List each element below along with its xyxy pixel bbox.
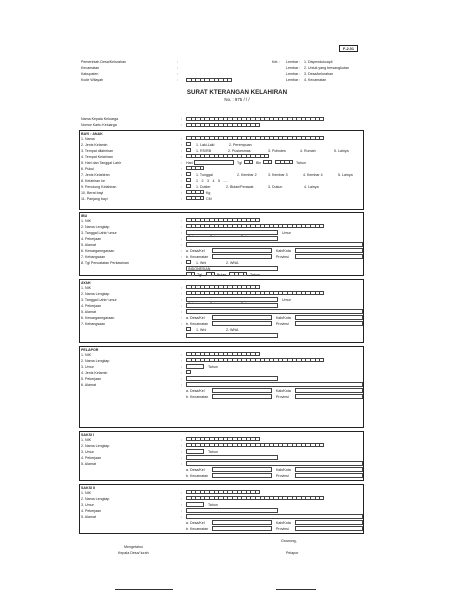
bln-label: Bln — [256, 160, 262, 165]
provinsi-input[interactable] — [295, 321, 363, 325]
section-item-label: 6. Kewarganegaraan — [81, 248, 115, 253]
provinsi-input[interactable] — [295, 254, 363, 258]
colon: : — [181, 117, 182, 121]
kab-input[interactable] — [295, 467, 363, 471]
lembar-label: Lembar — [286, 60, 299, 64]
penolong-option: 3. Dukun — [268, 184, 283, 189]
perkawinan-tgl-boxes[interactable] — [186, 272, 195, 276]
kepala-desa-label: Kepala Desa/ lurah — [118, 551, 149, 555]
kab-label: Kab/Kota — [276, 520, 291, 525]
section-frame — [79, 130, 364, 210]
char-box[interactable] — [319, 117, 324, 121]
char-box[interactable] — [186, 172, 191, 176]
provinsi-input[interactable] — [295, 394, 363, 398]
colon: : — [181, 224, 182, 229]
colon: : — [181, 455, 182, 460]
colon: : — [177, 72, 178, 76]
tempat-box[interactable] — [186, 148, 191, 152]
char-box[interactable] — [186, 178, 191, 182]
jk-box[interactable] — [186, 142, 191, 146]
section-item-label: 1. NIK — [81, 437, 91, 442]
pekerjaan-input[interactable] — [186, 455, 278, 459]
colon: : — [181, 508, 182, 513]
char-box[interactable] — [200, 190, 205, 194]
desa-input[interactable] — [212, 520, 272, 524]
kab-label: Kab/Kota — [276, 467, 291, 472]
umur-input[interactable] — [186, 502, 204, 506]
char-box[interactable] — [264, 154, 269, 158]
nik-boxes[interactable] — [186, 285, 260, 289]
section-item-label: 1. Nama — [81, 136, 95, 141]
kab-label: Kab/Kota — [276, 315, 291, 320]
char-box[interactable] — [186, 184, 191, 188]
provinsi-label: Provinsi — [276, 394, 289, 399]
kecamatan-label: b. Kecamatan — [186, 254, 209, 259]
jk-box[interactable] — [186, 370, 191, 374]
tgl-boxes[interactable] — [244, 160, 253, 164]
form-title: SURAT KTERANGAN KELAHIRAN — [186, 89, 288, 96]
kecamatan-label: b. Kecamatan — [186, 394, 209, 399]
char-box[interactable] — [186, 260, 191, 264]
signature-line-left — [115, 589, 173, 590]
kelahiran-ke-option: .... — [223, 178, 228, 183]
colon: : — [299, 66, 300, 70]
colon: : — [181, 230, 182, 235]
colon: : — [181, 172, 182, 177]
colon: : — [181, 449, 182, 454]
char-box[interactable] — [186, 370, 191, 374]
colon: : — [177, 78, 178, 82]
section-item-label: 7. Jenis Kelahiran — [81, 172, 110, 177]
tanggal-lahir-input[interactable] — [186, 230, 278, 234]
kab-input[interactable] — [295, 315, 363, 319]
hari-input[interactable] — [194, 160, 234, 164]
kepala-keluarga-boxes[interactable] — [186, 117, 324, 121]
char-box[interactable] — [268, 160, 273, 164]
kecamatan-input[interactable] — [212, 394, 272, 398]
desa-label: a. Desa/Kel — [186, 520, 205, 525]
section-heading: AYAH — [81, 280, 91, 285]
colon: : — [299, 72, 300, 76]
desa-input[interactable] — [212, 248, 272, 252]
nama-boxes[interactable] — [186, 224, 324, 228]
desa-label: a. Desa/Kel — [186, 248, 205, 253]
colon: : — [181, 321, 182, 326]
colon: : — [181, 370, 182, 375]
tgl-label: Tgl — [197, 272, 202, 277]
pelapor-label: Pelapor — [286, 551, 299, 555]
tempat-option: 3. Polindes — [268, 148, 286, 153]
tempat-option: 2. Puskesmas — [228, 148, 251, 153]
section-item-label: 5. Pekerjaan — [81, 376, 102, 381]
jenis-box[interactable] — [186, 172, 191, 176]
kab-label: Kab/Kota — [276, 388, 291, 393]
lembar-label: Lembar — [286, 72, 299, 76]
colon: : — [181, 502, 182, 507]
jk-option: 1. Laki-Laki — [196, 142, 215, 147]
kewarganegaraan-box[interactable] — [186, 260, 191, 264]
colon: : — [181, 218, 182, 223]
colon: : — [181, 136, 182, 141]
desa-input[interactable] — [212, 388, 272, 392]
char-box[interactable] — [243, 272, 248, 276]
char-box[interactable] — [319, 358, 324, 362]
lembar-item: 4. Kecamatan — [304, 78, 327, 82]
section-item-label: 2. Nama Lengkap — [81, 224, 110, 229]
section-item-label: 4. Pekerjaan — [81, 236, 102, 241]
section-item-label: 3. Umur — [81, 502, 94, 507]
section-item-label: 5. Alamat — [81, 514, 96, 519]
section-item-label: 8. Tgl Pencatatan Perkawinan — [81, 260, 129, 265]
pekerjaan-input[interactable] — [186, 376, 278, 380]
tahun-boxes[interactable] — [275, 160, 293, 164]
char-box[interactable] — [227, 78, 232, 82]
section-item-label: 9. Penolong Kelahiran — [81, 184, 117, 189]
colon: : — [299, 60, 300, 64]
section-item-label: 2. Jenis Kelamin — [81, 142, 108, 147]
nama-boxes[interactable] — [186, 443, 324, 447]
char-box[interactable] — [249, 160, 254, 164]
jenis-option: 3. Kembar 3 — [268, 172, 288, 177]
kecamatan-input[interactable] — [212, 473, 272, 477]
section-item-label: 5. Alamat — [81, 309, 96, 314]
tgl-label: Tgl — [237, 160, 242, 165]
mengetahui-label: Mengetahui — [124, 545, 143, 549]
penolong-option: 1. Dokter — [196, 184, 211, 189]
colon: : — [181, 496, 182, 501]
section-item-label: 4. Pekerjaan — [81, 455, 102, 460]
tempat-option: 5. Lainya — [334, 148, 349, 153]
char-box[interactable] — [255, 437, 260, 441]
colon: : — [177, 66, 178, 70]
colon: : — [181, 260, 182, 265]
char-box[interactable] — [186, 142, 191, 146]
char-box[interactable] — [191, 272, 196, 276]
alamat-input[interactable] — [186, 514, 363, 518]
colon: : — [181, 184, 182, 189]
header-left-label: Pemerintah Desa/Kelurahan — [81, 60, 127, 64]
colon: : — [181, 148, 182, 153]
section-heading: IBU — [81, 213, 88, 218]
wn-option: 2. WNA — [226, 327, 239, 332]
char-box[interactable] — [319, 136, 324, 140]
kelahiran-ke-option: 4 — [212, 178, 215, 183]
lembar-item: 1. Dispendukcapil — [304, 60, 333, 64]
colon: : — [181, 236, 182, 241]
signature-line-right — [276, 589, 316, 590]
section-item-label: 3. Umur — [81, 364, 94, 369]
pekerjaan-input[interactable] — [186, 303, 278, 307]
colon: : — [181, 248, 182, 253]
kebangsaan-input[interactable] — [186, 333, 278, 337]
section-item-label: 2. Nama Lengkap — [81, 358, 110, 363]
section-heading: SAKSI II — [81, 485, 95, 490]
nama-boxes[interactable] — [186, 358, 324, 362]
colon: : — [181, 309, 182, 314]
form-number: No. : 975 / / / — [224, 97, 250, 102]
section-item-label: 1. NIK — [81, 490, 91, 495]
lembar-label: Lembar — [286, 78, 299, 82]
kecamatan-label: b. Kecamatan — [186, 526, 209, 531]
alamat-input[interactable] — [186, 309, 363, 313]
perkawinan-bln-boxes[interactable] — [206, 272, 215, 276]
jenis-option: 5. Lainya — [338, 172, 353, 177]
colon: : — [181, 364, 182, 369]
colon: : — [299, 78, 300, 82]
colon: : — [181, 254, 182, 259]
colon: : — [181, 242, 182, 247]
char-box[interactable] — [255, 123, 260, 127]
header-left-label: Kode Wilayah — [81, 78, 104, 82]
colon: : — [181, 315, 182, 320]
tahun-label: Tahun — [250, 272, 260, 277]
jk-option: 2. Perempuan — [229, 142, 252, 147]
char-box[interactable] — [255, 490, 260, 494]
nik-boxes[interactable] — [186, 437, 260, 441]
section-item-label: 6. Pukul — [81, 166, 94, 171]
jenis-option: 2. Kembar 2 — [237, 172, 257, 177]
section-item-label: 8. Kelahiran ke — [81, 178, 105, 183]
colon: : — [181, 160, 182, 165]
alamat-input[interactable] — [186, 242, 363, 246]
nomor-kk-label: Nomor Kartu Keluarga — [81, 123, 117, 127]
berat-boxes[interactable] — [186, 190, 204, 194]
penolong-option: 4. Lainya — [304, 184, 319, 189]
pekerjaan-input[interactable] — [186, 508, 278, 512]
wn-option: 1. Wni — [196, 327, 207, 332]
tempat-kelahiran-boxes[interactable] — [186, 154, 269, 158]
section-item-label: 1. NIK — [81, 352, 91, 357]
char-box[interactable] — [186, 327, 191, 331]
wn-option: 2. WNA — [226, 260, 239, 265]
lembar-item: 3. Desa/kelurahan — [304, 72, 334, 76]
kab-label: Kab/Kota — [276, 248, 291, 253]
jenis-option: 1. Tunggal — [196, 172, 213, 177]
desa-input[interactable] — [212, 315, 272, 319]
section-item-label: 3. Tanggal Lahir/ umur — [81, 297, 117, 302]
colon: : — [181, 514, 182, 519]
nik-boxes[interactable] — [186, 352, 260, 356]
section-item-label: 3. Tanggal Lahir/ umur — [81, 230, 117, 235]
form-code: F-2.01 — [339, 45, 358, 52]
umur-label: Umur — [282, 297, 291, 302]
nama-boxes[interactable] — [186, 291, 324, 295]
char-box[interactable] — [319, 496, 324, 500]
nama-boxes[interactable] — [186, 496, 324, 500]
char-box[interactable] — [211, 272, 216, 276]
provinsi-input[interactable] — [295, 473, 363, 477]
colon: : — [181, 382, 182, 387]
char-box[interactable] — [319, 224, 324, 228]
tahun-label: Tahun — [208, 364, 218, 369]
colon: : — [181, 196, 182, 201]
section-item-label: 11. Panjang bayi — [81, 196, 108, 201]
tempat-option: 1. RS/RB — [196, 148, 211, 153]
provinsi-label: Provinsi — [276, 321, 289, 326]
colon: : — [181, 352, 182, 357]
tanggal-lahir-input[interactable] — [186, 297, 278, 301]
section-item-label: 2. Nama Lengkap — [81, 291, 110, 296]
char-box[interactable] — [255, 285, 260, 289]
colon: : — [181, 303, 182, 308]
section-item-label: 10. Berat bayi — [81, 190, 104, 195]
kelahiran-ke-option: 1 — [196, 178, 198, 183]
colon: : — [181, 190, 182, 195]
cm-label: CM — [206, 196, 212, 201]
kecamatan-input[interactable] — [212, 526, 272, 530]
colon: : — [181, 443, 182, 448]
kab-input[interactable] — [295, 520, 363, 524]
kelahiran-ke-option: 3 — [207, 178, 209, 183]
section-item-label: 1. NIK — [81, 285, 91, 290]
colon: : — [181, 178, 182, 183]
colon: : — [181, 154, 182, 159]
kecamatan-input[interactable] — [212, 321, 272, 325]
tahun-label: Tahun — [296, 160, 306, 165]
bulan-label: Bulan — [217, 272, 227, 277]
char-box[interactable] — [255, 352, 260, 356]
colon: : — [181, 358, 182, 363]
provinsi-label: Provinsi — [276, 526, 289, 531]
lembar-label: Lembar — [286, 66, 299, 70]
colon: : — [181, 142, 182, 147]
lembar-item: 2. Untuk yang bersangkutan — [304, 66, 349, 70]
kelahiran-ke-option: 5 — [218, 178, 220, 183]
colon: : — [181, 297, 182, 302]
penolong-box[interactable] — [186, 184, 191, 188]
section-item-label: 1. NIK — [81, 218, 91, 223]
section-item-label: 4. Tempat Kelahiran — [81, 154, 113, 159]
char-box[interactable] — [186, 148, 191, 152]
nik-boxes[interactable] — [186, 218, 260, 222]
signature-place: Growong, — [281, 539, 297, 543]
colon: : — [181, 376, 182, 381]
kelahiran-ke-option: 2 — [201, 178, 204, 183]
wn-option: 1. Wni — [196, 260, 207, 265]
bln-boxes[interactable] — [263, 160, 272, 164]
char-box[interactable] — [319, 443, 324, 447]
colon: : — [181, 461, 182, 466]
section-item-label: 5. Alamat — [81, 242, 96, 247]
provinsi-label: Provinsi — [276, 254, 289, 259]
char-box[interactable] — [200, 196, 205, 200]
bayi-name-boxes[interactable] — [186, 136, 324, 140]
kecamatan-label: b. Kecamatan — [186, 473, 209, 478]
desa-label: a. Desa/Kel — [186, 388, 205, 393]
kab-input[interactable] — [295, 248, 363, 252]
kode-wilayah-boxes[interactable] — [186, 78, 232, 82]
desa-label: a. Desa/Kel — [186, 467, 205, 472]
kebangsaan-input[interactable]: INDONESIAN — [186, 266, 278, 270]
section-item-label: 5. Hari dan Tanggal Lahir — [81, 160, 122, 165]
section-item-label: 4. Jenis Kelamin — [81, 370, 108, 375]
umur-input[interactable] — [186, 449, 204, 453]
provinsi-label: Provinsi — [276, 473, 289, 478]
penolong-option: 2. Bidan/Perawat — [226, 184, 254, 189]
char-box[interactable] — [200, 166, 205, 170]
kab-input[interactable] — [295, 388, 363, 392]
tahun-label: Tahun — [208, 502, 218, 507]
colon: : — [181, 490, 182, 495]
kewarganegaraan-box[interactable] — [186, 327, 191, 331]
hari-label: Hari — [186, 160, 193, 165]
perkawinan-thn-boxes[interactable] — [229, 272, 247, 276]
pukul-boxes[interactable] — [186, 166, 204, 170]
colon: : — [181, 166, 182, 171]
tahun-label: Tahun — [208, 449, 218, 454]
section-heading: SAKSI I — [81, 432, 94, 437]
kecamatan-label: b. Kecamatan — [186, 321, 209, 326]
colon: : — [181, 437, 182, 442]
section-item-label: 5. Alamat — [81, 461, 96, 466]
desa-input[interactable] — [212, 467, 272, 471]
section-item-label: 4. Pekerjaan — [81, 508, 102, 513]
tempat-option: 4. Rumah — [300, 148, 316, 153]
umur-label: Umur — [282, 230, 291, 235]
nomor-kk-boxes[interactable] — [186, 123, 260, 127]
header-left-label: Kecamatan — [81, 66, 100, 70]
char-box[interactable] — [319, 291, 324, 295]
ket-label: Ket. : — [272, 60, 281, 64]
kecamatan-input[interactable] — [212, 254, 272, 258]
section-item-label: 7. Kebangsaan — [81, 321, 106, 326]
colon: : — [181, 291, 182, 296]
kg-label: Kg — [206, 190, 211, 195]
alamat-input[interactable] — [186, 382, 363, 386]
alamat-input[interactable] — [186, 461, 363, 465]
section-item-label: 7. Kebangsaan — [81, 254, 106, 259]
pekerjaan-input[interactable] — [186, 236, 278, 240]
colon: : — [181, 285, 182, 290]
provinsi-input[interactable] — [295, 526, 363, 530]
char-box[interactable] — [289, 160, 294, 164]
section-item-label: 6. Kewarganegaraan — [81, 315, 115, 320]
umur-input[interactable] — [186, 364, 204, 368]
section-item-label: 3. Tempat dilahirkan — [81, 148, 114, 153]
colon: : — [177, 60, 178, 64]
panjang-boxes[interactable] — [186, 196, 204, 200]
header-left-label: Kabupaten — [81, 72, 99, 76]
char-box[interactable] — [255, 218, 260, 222]
section-item-label: 2. Nama Lengkap — [81, 496, 110, 501]
colon: : — [181, 123, 182, 127]
section-item-label: 3. Umur — [81, 449, 94, 454]
kelahiran-ke-box[interactable] — [186, 178, 191, 182]
section-item-label: 2. Nama Lengkap — [81, 443, 110, 448]
section-item-label: 6. Alamat — [81, 382, 96, 387]
jenis-option: 4. Kembar 4 — [303, 172, 323, 177]
desa-label: a. Desa/Kel — [186, 315, 205, 320]
section-item-label: 4. Pekerjaan — [81, 303, 102, 308]
section-heading: BAYI : ANAK — [81, 131, 103, 136]
nik-boxes[interactable] — [186, 490, 260, 494]
section-heading: PELAPOR — [81, 347, 99, 352]
kepala-keluarga-label: Nama Kepala Keluarga — [81, 117, 119, 121]
